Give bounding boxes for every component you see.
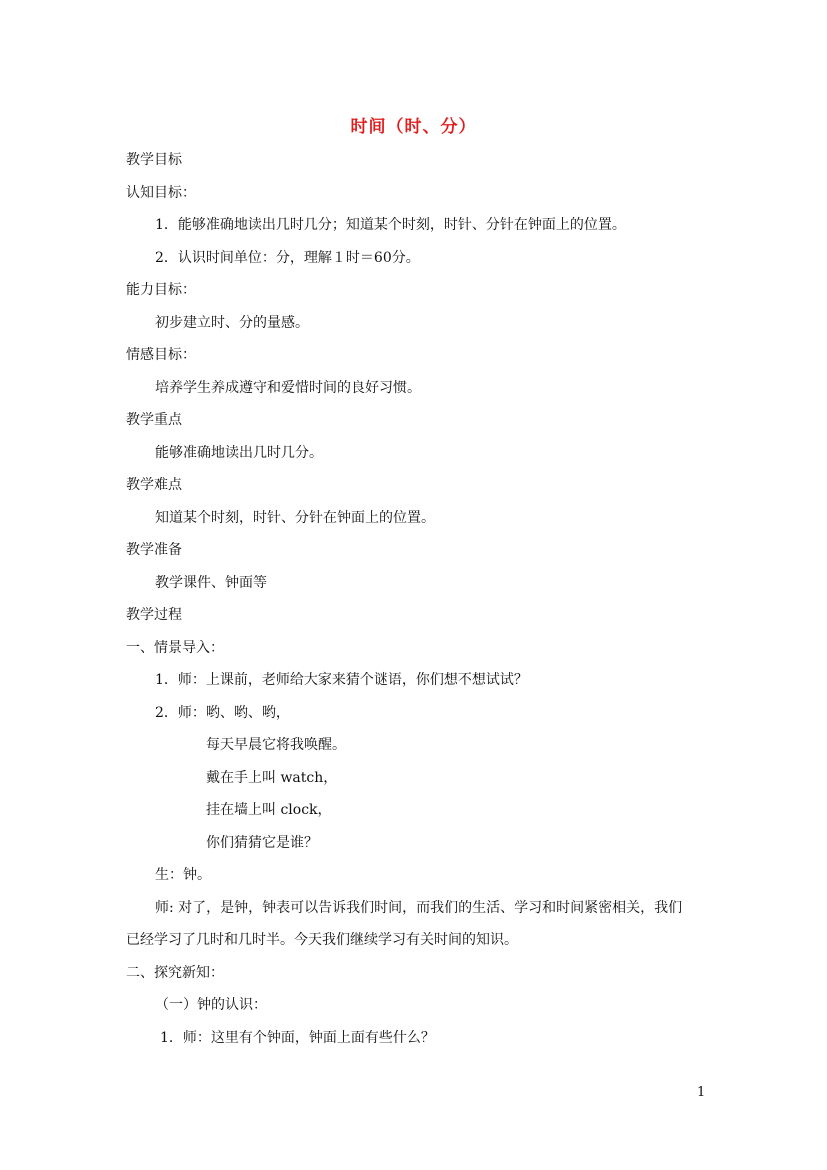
paragraph: 2．认识时间单位：分，理解１时＝60分。	[155, 250, 420, 266]
heading-difficulties: 教学难点	[126, 477, 182, 493]
heading-key-points: 教学重点	[126, 412, 182, 428]
heading-emotional-goals: 情感目标：	[126, 347, 196, 363]
riddle-line: 你们猜猜它是谁？	[206, 835, 318, 851]
heading-cognitive-goals: 认知目标：	[126, 185, 196, 201]
paragraph: 2．师：哟、哟、哟，	[155, 705, 290, 721]
paragraph: 1．能够准确地读出几时几分；知道某个时刻，时针、分针在钟面上的位置。	[155, 217, 626, 233]
paragraph: 1．师：上课前，老师给大家来猜个谜语，你们想不想试试？	[155, 672, 528, 688]
paragraph-continuation: 已经学习了几时和几时半。今天我们继续学习有关时间的知识。	[126, 932, 518, 948]
document-title: 时间（时、分）	[350, 117, 477, 137]
heading-process: 教学过程	[126, 607, 182, 623]
heading-preparation: 教学准备	[126, 542, 182, 558]
page-number: 1	[697, 1085, 706, 1100]
paragraph: 能够准确地读出几时几分。	[155, 445, 323, 461]
paragraph: 生：钟。	[155, 867, 211, 883]
heading-teaching-goals: 教学目标	[126, 152, 182, 168]
paragraph: 师: 对了，是钟，钟表可以告诉我们时间，而我们的生活、学习和时间紧密相关，我们	[155, 900, 683, 916]
paragraph: 知道某个时刻，时针、分针在钟面上的位置。	[155, 510, 435, 526]
section-heading: 一、情景导入：	[126, 640, 224, 656]
riddle-line: 挂在墙上叫 clock，	[206, 802, 332, 818]
subsection-heading: （一）钟的认识：	[155, 997, 267, 1013]
riddle-line: 每天早晨它将我唤醒。	[206, 737, 346, 753]
paragraph: 1．师：这里有个钟面，钟面上面有些什么？	[160, 1030, 435, 1046]
heading-ability-goals: 能力目标：	[126, 282, 196, 298]
section-heading: 二、探究新知：	[126, 965, 224, 981]
paragraph: 教学课件、钟面等	[155, 575, 267, 591]
riddle-line: 戴在手上叫 watch，	[206, 770, 338, 786]
paragraph: 培养学生养成遵守和爱惜时间的良好习惯。	[155, 380, 421, 396]
paragraph: 初步建立时、分的量感。	[155, 315, 309, 331]
